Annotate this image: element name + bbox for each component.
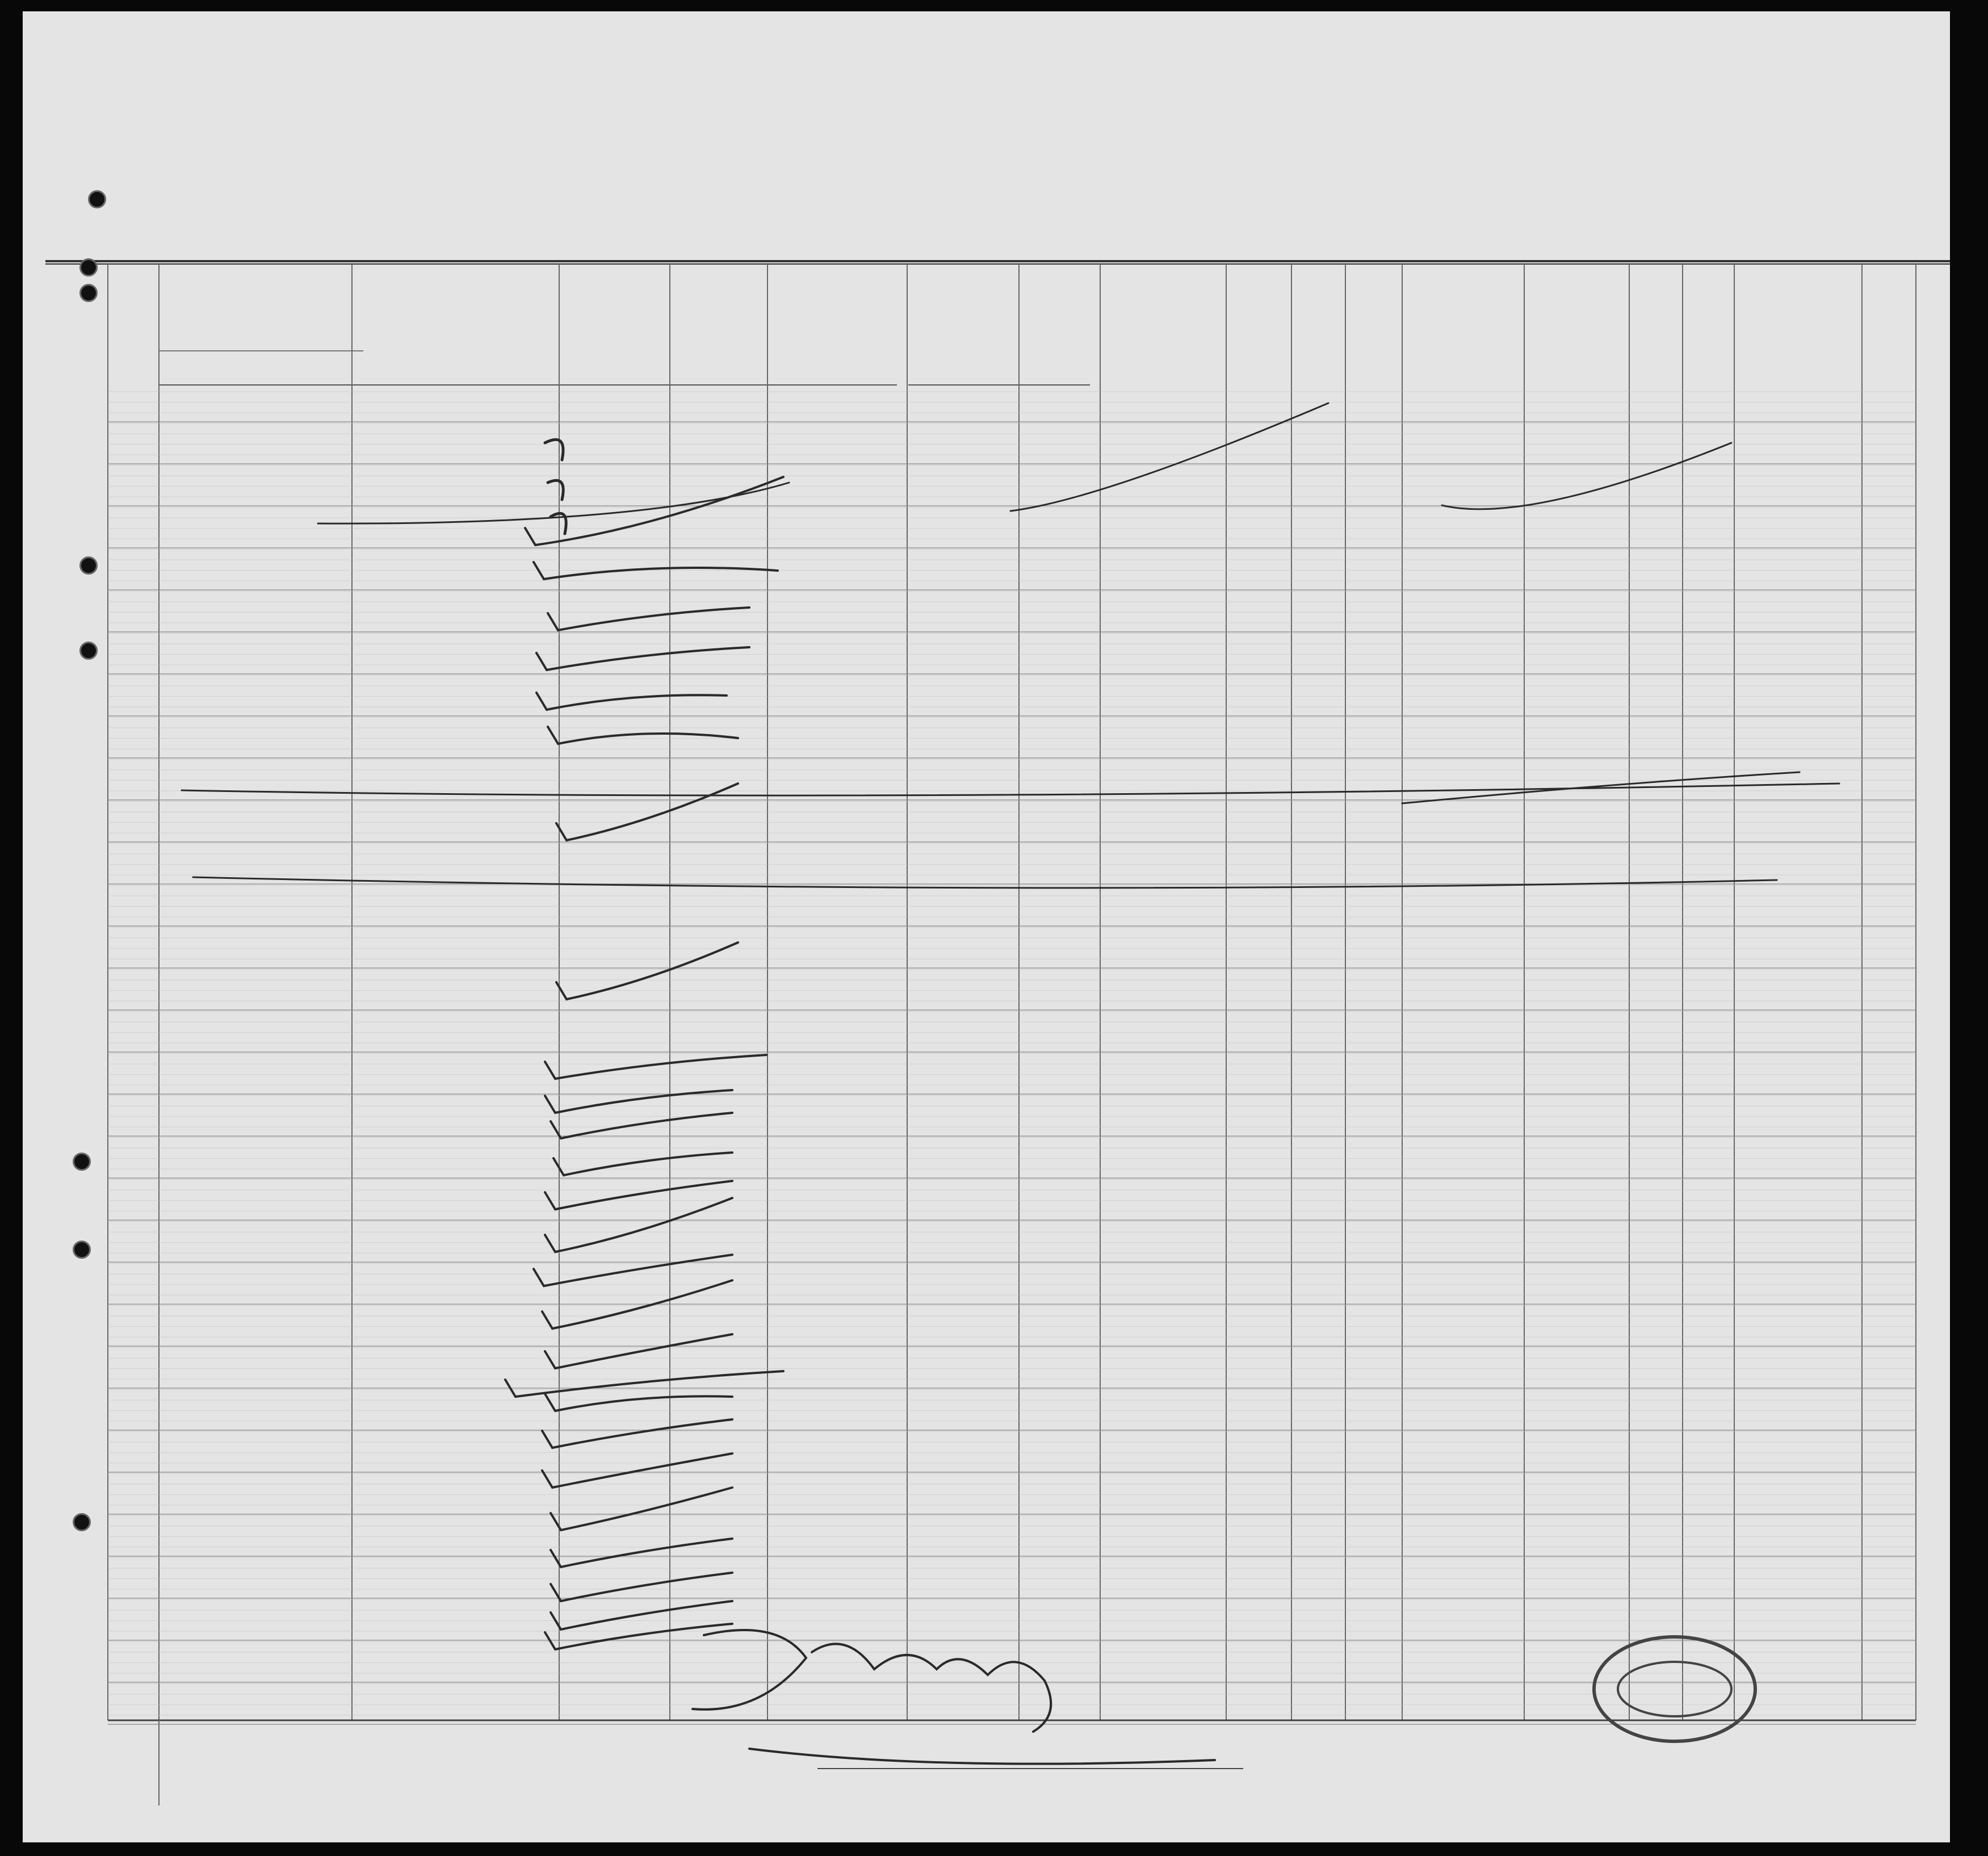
check-mark xyxy=(545,1334,732,1368)
table-rules xyxy=(23,11,1950,1842)
check-mark xyxy=(545,1181,732,1209)
check-mark xyxy=(553,1153,732,1175)
binder-hole xyxy=(88,190,106,208)
check-mark xyxy=(545,1090,732,1113)
cancel-stroke xyxy=(193,877,1777,888)
check-mark xyxy=(542,1419,732,1448)
check-mark xyxy=(545,1055,766,1079)
cancel-stroke xyxy=(182,784,1839,795)
cancel-stroke xyxy=(318,483,789,523)
check-mark xyxy=(548,727,738,744)
check-mark xyxy=(551,1573,732,1601)
check-mark xyxy=(548,608,749,630)
check-mark xyxy=(551,1488,732,1530)
office-stamp xyxy=(1589,1632,1760,1746)
check-mark xyxy=(551,1539,732,1567)
cancel-stroke xyxy=(1442,443,1731,509)
check-mark xyxy=(536,693,727,710)
binder-hole xyxy=(79,642,98,660)
check-mark xyxy=(534,562,778,579)
check-mark xyxy=(545,1394,732,1411)
check-mark xyxy=(556,942,738,999)
check-mark xyxy=(505,1371,783,1397)
binder-hole xyxy=(79,258,98,276)
cancel-stroke xyxy=(1010,403,1328,511)
binder-hole xyxy=(79,556,98,575)
row-tick xyxy=(545,439,566,534)
inspector-signature xyxy=(693,1630,1215,1764)
check-mark xyxy=(534,1255,732,1286)
manifest-sheet xyxy=(23,11,1950,1842)
binder-hole xyxy=(73,1153,91,1171)
binder-hole xyxy=(73,1513,91,1531)
stamp-ring xyxy=(1589,1632,1760,1746)
check-mark xyxy=(551,1601,732,1629)
check-mark xyxy=(542,1453,732,1488)
check-mark xyxy=(536,647,749,670)
binder-hole xyxy=(73,1241,91,1259)
binder-hole xyxy=(79,284,98,302)
